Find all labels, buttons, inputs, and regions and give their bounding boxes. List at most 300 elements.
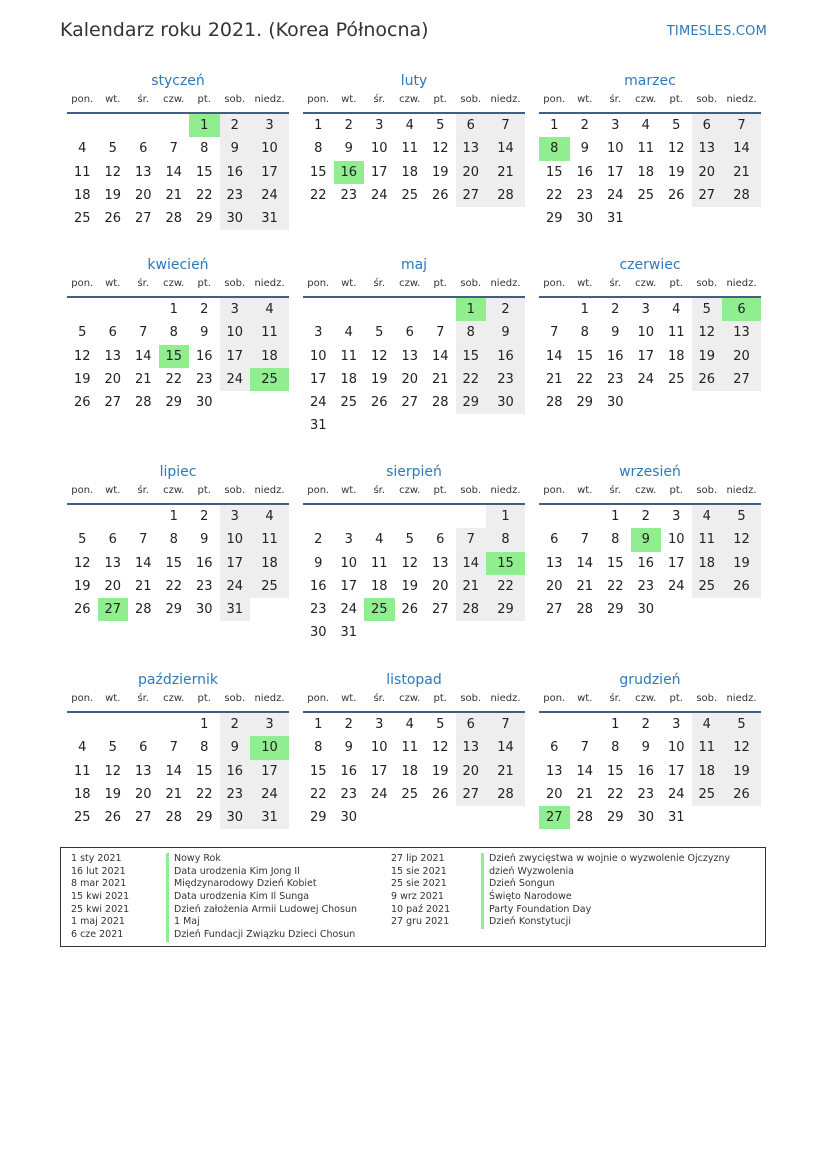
day-cell: 9 (200, 325, 209, 341)
day-cell: 8 (169, 532, 178, 548)
day-cell: 23 (195, 371, 213, 387)
empty-cell (159, 713, 190, 736)
weekday-label: niedz. (726, 693, 757, 704)
day-cell: 25 (692, 783, 723, 806)
day-cell: 23 (309, 602, 327, 618)
weekday-label: czw. (163, 693, 185, 704)
weekday-header (303, 92, 525, 112)
month-name: wrzesień (619, 464, 681, 480)
day-cell: 8 (200, 141, 209, 157)
day-cell: 29 (165, 395, 183, 411)
empty-cell (425, 505, 456, 528)
empty-cell (539, 505, 570, 528)
day-grid (67, 298, 289, 414)
day-cell: 4 (692, 505, 723, 528)
day-cell: 1 (314, 118, 323, 133)
day-cell: 17 (637, 348, 655, 364)
weekday-label: niedz. (490, 278, 521, 289)
empty-cell (456, 505, 487, 528)
day-cell: 20 (456, 161, 487, 184)
weekday-label: śr. (609, 94, 622, 105)
day-cell: 25 (73, 810, 91, 826)
day-cell: 17 (667, 763, 685, 779)
day-cell: 30 (220, 207, 251, 230)
weekday-label: czw. (635, 94, 657, 105)
weekday-label: niedz. (254, 485, 285, 496)
day-cell: 3 (672, 509, 681, 524)
weekday-label: czw. (635, 485, 657, 496)
day-cell: 10 (309, 348, 327, 364)
day-cell: 17 (250, 161, 289, 184)
day-cell: 27 (545, 602, 563, 618)
weekday-label: czw. (163, 278, 185, 289)
day-cell: 19 (104, 187, 122, 203)
day-cell: 22 (606, 786, 624, 802)
day-cell: 27 (134, 211, 152, 227)
day-cell: 3 (375, 118, 384, 133)
empty-cell (303, 505, 334, 528)
weekday-label: niedz. (490, 693, 521, 704)
day-cell: 23 (195, 578, 213, 594)
day-cell: 4 (405, 717, 414, 732)
day-cell: 27 (692, 184, 723, 207)
day-cell: 22 (486, 575, 525, 598)
day-cell: 6 (550, 532, 559, 548)
day-cell: 10 (637, 325, 655, 341)
day-cell: 25 (692, 575, 723, 598)
day-cell: 18 (73, 187, 91, 203)
legend-holiday-name: Dzień Fundacji Związku Dzieci Chosun (166, 929, 355, 942)
empty-cell (364, 298, 395, 321)
day-cell: 24 (340, 602, 358, 618)
day-cell: 14 (486, 736, 525, 759)
day-cell: 5 (78, 532, 87, 548)
weekday-label: sob. (460, 278, 482, 289)
day-cell: 18 (340, 371, 358, 387)
day-cell: 4 (78, 740, 87, 756)
day-cell: 30 (576, 211, 594, 227)
day-cell: 23 (220, 184, 251, 207)
day-cell: 2 (200, 509, 209, 524)
day-cell: 4 (692, 713, 723, 736)
day-cell: 20 (545, 578, 563, 594)
weekday-label: pt. (197, 278, 211, 289)
day-cell: 10 (370, 740, 388, 756)
empty-cell (425, 298, 456, 321)
empty-cell (67, 298, 98, 321)
day-cell: 7 (486, 114, 525, 137)
day-cell: 5 (375, 325, 384, 341)
empty-cell (67, 713, 98, 736)
day-cell: 29 (576, 395, 594, 411)
day-cell: 8 (169, 325, 178, 341)
day-cell: 22 (165, 371, 183, 387)
weekday-header (67, 92, 289, 112)
weekday-label: pon. (307, 278, 330, 289)
day-cell: 13 (545, 555, 563, 571)
day-cell: 26 (722, 575, 761, 598)
day-cell: 26 (73, 602, 91, 618)
legend-row (391, 866, 771, 879)
weekday-label: wt. (577, 278, 593, 289)
empty-cell (570, 713, 601, 736)
day-cell: 31 (309, 418, 327, 434)
day-cell: 17 (250, 760, 289, 783)
weekday-label: wt. (341, 693, 357, 704)
month-name: lipiec (159, 464, 197, 480)
day-grid (303, 713, 525, 829)
weekday-label: pon. (543, 278, 566, 289)
day-cell: 18 (667, 348, 685, 364)
weekday-label: czw. (163, 485, 185, 496)
day-cell: 1 (200, 717, 209, 732)
day-cell: 12 (401, 555, 419, 571)
weekday-label: pt. (197, 94, 211, 105)
day-cell: 21 (134, 371, 152, 387)
day-cell: 24 (250, 184, 289, 207)
day-cell: 13 (692, 137, 723, 160)
day-cell: 23 (576, 187, 594, 203)
day-cell: 26 (73, 395, 91, 411)
day-cell: 24 (370, 786, 388, 802)
day-cell: 18 (401, 763, 419, 779)
weekday-header (67, 483, 289, 503)
day-cell: 2 (486, 298, 525, 321)
day-cell: 31 (606, 211, 624, 227)
day-cell: 17 (220, 345, 251, 368)
day-cell: 20 (722, 345, 761, 368)
day-cell: 18 (250, 552, 289, 575)
day-cell: 13 (134, 164, 152, 180)
weekday-label: czw. (163, 94, 185, 105)
day-cell: 15 (545, 164, 563, 180)
day-cell: 23 (637, 578, 655, 594)
day-cell: 3 (611, 118, 620, 133)
weekday-label: sob. (224, 485, 246, 496)
day-cell: 5 (722, 505, 761, 528)
empty-cell (539, 298, 570, 321)
day-cell: 20 (692, 161, 723, 184)
weekday-label: sob. (696, 278, 718, 289)
weekday-label: pon. (71, 94, 94, 105)
day-cell: 28 (722, 184, 761, 207)
holiday-day-cell: 9 (631, 528, 662, 551)
month-7 (67, 461, 289, 621)
day-cell: 9 (220, 736, 251, 759)
day-cell: 12 (722, 528, 761, 551)
day-cell: 18 (250, 345, 289, 368)
day-grid (303, 505, 525, 645)
day-cell: 16 (195, 555, 213, 571)
weekday-label: wt. (577, 94, 593, 105)
day-cell: 18 (692, 552, 723, 575)
month-name: październik (138, 672, 218, 688)
day-cell: 8 (456, 321, 487, 344)
empty-cell (98, 298, 129, 321)
day-cell: 5 (405, 532, 414, 548)
legend-row (391, 853, 771, 866)
day-cell: 21 (486, 161, 525, 184)
day-cell: 22 (576, 371, 594, 387)
day-cell: 19 (692, 345, 723, 368)
weekday-label: czw. (399, 693, 421, 704)
holiday-day-cell: 15 (486, 552, 525, 575)
day-cell: 25 (340, 395, 358, 411)
day-cell: 3 (250, 114, 289, 137)
month-name: sierpień (386, 464, 442, 480)
holiday-day-cell: 10 (250, 736, 289, 759)
weekday-label: niedz. (254, 278, 285, 289)
weekday-label: pt. (433, 485, 447, 496)
weekday-label: pon. (543, 485, 566, 496)
weekday-header (539, 92, 761, 112)
day-cell: 17 (309, 371, 327, 387)
day-cell: 28 (486, 783, 525, 806)
day-cell: 2 (200, 302, 209, 317)
day-cell: 20 (134, 187, 152, 203)
day-cell: 27 (456, 783, 487, 806)
day-cell: 30 (637, 810, 655, 826)
weekday-label: pon. (307, 693, 330, 704)
weekday-label: niedz. (490, 94, 521, 105)
weekday-header (67, 691, 289, 711)
day-cell: 9 (611, 325, 620, 341)
day-cell: 15 (165, 555, 183, 571)
day-cell: 16 (576, 164, 594, 180)
day-cell: 18 (370, 578, 388, 594)
day-cell: 12 (692, 321, 723, 344)
day-cell: 17 (606, 164, 624, 180)
month-3 (539, 70, 761, 230)
day-cell: 23 (220, 783, 251, 806)
day-cell: 6 (139, 740, 148, 756)
empty-cell (159, 114, 190, 137)
day-cell: 18 (401, 164, 419, 180)
day-cell: 2 (641, 717, 650, 732)
weekday-label: pon. (71, 485, 94, 496)
day-cell: 16 (220, 161, 251, 184)
day-cell: 4 (641, 118, 650, 133)
day-cell: 30 (606, 395, 624, 411)
weekday-header (303, 691, 525, 711)
page-title: Kalendarz roku 2021. (Korea Północna) (60, 19, 429, 41)
day-cell: 5 (692, 298, 723, 321)
day-cell: 11 (250, 321, 289, 344)
day-cell: 31 (340, 625, 358, 641)
day-cell: 25 (73, 211, 91, 227)
holiday-day-cell: 1 (189, 114, 220, 137)
day-cell: 21 (456, 575, 487, 598)
day-cell: 11 (692, 736, 723, 759)
day-cell: 31 (667, 810, 685, 826)
day-cell: 27 (722, 368, 761, 391)
day-cell: 12 (431, 141, 449, 157)
day-cell: 27 (401, 395, 419, 411)
day-cell: 15 (606, 555, 624, 571)
day-cell: 2 (611, 302, 620, 317)
day-cell: 26 (431, 187, 449, 203)
day-cell: 19 (401, 578, 419, 594)
day-cell: 28 (456, 598, 487, 621)
day-cell: 2 (314, 532, 323, 548)
day-cell: 10 (606, 141, 624, 157)
day-cell: 21 (576, 786, 594, 802)
day-cell: 22 (195, 786, 213, 802)
day-grid (539, 505, 761, 621)
day-cell: 8 (611, 740, 620, 756)
day-cell: 16 (220, 760, 251, 783)
day-cell: 14 (722, 137, 761, 160)
day-cell: 9 (486, 321, 525, 344)
day-cell: 3 (250, 713, 289, 736)
holiday-day-cell: 27 (539, 806, 570, 829)
day-cell: 20 (431, 578, 449, 594)
brand-link[interactable]: TIMESLES.COM (666, 24, 767, 39)
legend-row (391, 904, 771, 917)
weekday-label: sob. (224, 94, 246, 105)
weekday-label: pon. (543, 94, 566, 105)
day-cell: 17 (220, 552, 251, 575)
day-cell: 2 (220, 713, 251, 736)
month-name: listopad (386, 672, 442, 688)
day-cell: 29 (309, 810, 327, 826)
day-cell: 8 (486, 528, 525, 551)
weekday-label: sob. (460, 94, 482, 105)
day-cell: 19 (104, 786, 122, 802)
day-cell: 19 (722, 760, 761, 783)
empty-cell (303, 298, 334, 321)
weekday-label: sob. (696, 485, 718, 496)
day-cell: 15 (606, 763, 624, 779)
weekday-label: śr. (137, 278, 150, 289)
day-cell: 16 (637, 555, 655, 571)
month-name: kwiecień (147, 257, 209, 273)
day-cell: 20 (545, 786, 563, 802)
day-cell: 27 (456, 184, 487, 207)
empty-cell (98, 505, 129, 528)
day-cell: 13 (722, 321, 761, 344)
day-cell: 9 (220, 137, 251, 160)
empty-cell (128, 114, 159, 137)
day-cell: 12 (104, 763, 122, 779)
day-cell: 13 (431, 555, 449, 571)
holiday-day-cell: 25 (364, 598, 395, 621)
month-1 (67, 70, 289, 230)
day-cell: 14 (134, 348, 152, 364)
day-cell: 11 (340, 348, 358, 364)
day-cell: 14 (431, 348, 449, 364)
weekday-label: czw. (399, 94, 421, 105)
day-cell: 29 (606, 810, 624, 826)
weekday-header (539, 691, 761, 711)
day-cell: 8 (200, 740, 209, 756)
weekday-label: niedz. (254, 693, 285, 704)
empty-cell (539, 713, 570, 736)
day-cell: 1 (314, 717, 323, 732)
day-cell: 30 (195, 602, 213, 618)
day-cell: 4 (250, 505, 289, 528)
day-cell: 7 (436, 325, 445, 341)
day-cell: 5 (722, 713, 761, 736)
day-cell: 1 (169, 509, 178, 524)
legend-holiday-name: Data urodzenia Kim Il Sunga (166, 891, 309, 904)
day-cell: 14 (165, 164, 183, 180)
day-cell: 5 (436, 118, 445, 133)
day-cell: 29 (606, 602, 624, 618)
day-cell: 17 (370, 763, 388, 779)
weekday-label: czw. (399, 485, 421, 496)
day-cell: 11 (73, 164, 91, 180)
weekday-label: pon. (543, 693, 566, 704)
weekday-label: śr. (137, 693, 150, 704)
weekday-label: pt. (197, 485, 211, 496)
day-cell: 10 (340, 555, 358, 571)
day-cell: 12 (722, 736, 761, 759)
day-cell: 4 (375, 532, 384, 548)
day-cell: 11 (401, 141, 419, 157)
day-cell: 13 (401, 348, 419, 364)
day-cell: 24 (309, 395, 327, 411)
day-cell: 12 (370, 348, 388, 364)
weekday-header (67, 276, 289, 296)
legend-holiday-name: Dzień Songun (481, 878, 555, 891)
weekday-label: wt. (105, 693, 121, 704)
day-cell: 7 (486, 713, 525, 736)
day-cell: 25 (401, 187, 419, 203)
day-cell: 6 (456, 713, 487, 736)
day-cell: 14 (576, 763, 594, 779)
day-cell: 24 (220, 575, 251, 598)
empty-cell (128, 298, 159, 321)
day-cell: 27 (431, 602, 449, 618)
weekday-label: wt. (341, 94, 357, 105)
legend-column (391, 853, 771, 929)
day-cell: 7 (139, 532, 148, 548)
empty-cell (334, 505, 365, 528)
day-cell: 9 (344, 740, 353, 756)
month-9 (539, 461, 761, 621)
day-cell: 28 (165, 810, 183, 826)
day-cell: 28 (576, 602, 594, 618)
day-cell: 19 (431, 763, 449, 779)
legend-date: 9 wrz 2021 (391, 891, 444, 903)
day-cell: 25 (250, 575, 289, 598)
legend-date: 25 kwi 2021 (71, 903, 130, 915)
weekday-label: wt. (341, 278, 357, 289)
empty-cell (334, 298, 365, 321)
weekday-label: niedz. (254, 94, 285, 105)
day-cell: 20 (104, 578, 122, 594)
day-cell: 30 (220, 806, 251, 829)
day-cell: 29 (195, 810, 213, 826)
day-cell: 29 (456, 391, 487, 414)
day-cell: 13 (134, 763, 152, 779)
day-cell: 4 (405, 118, 414, 133)
day-cell: 29 (195, 211, 213, 227)
day-cell: 24 (220, 368, 251, 391)
day-cell: 6 (550, 740, 559, 756)
day-cell: 28 (134, 395, 152, 411)
day-cell: 11 (637, 141, 655, 157)
day-cell: 7 (580, 532, 589, 548)
day-cell: 22 (165, 578, 183, 594)
day-cell: 6 (456, 114, 487, 137)
day-cell: 19 (73, 578, 91, 594)
weekday-header (303, 483, 525, 503)
empty-cell (98, 713, 129, 736)
weekday-label: śr. (609, 693, 622, 704)
day-cell: 30 (637, 602, 655, 618)
